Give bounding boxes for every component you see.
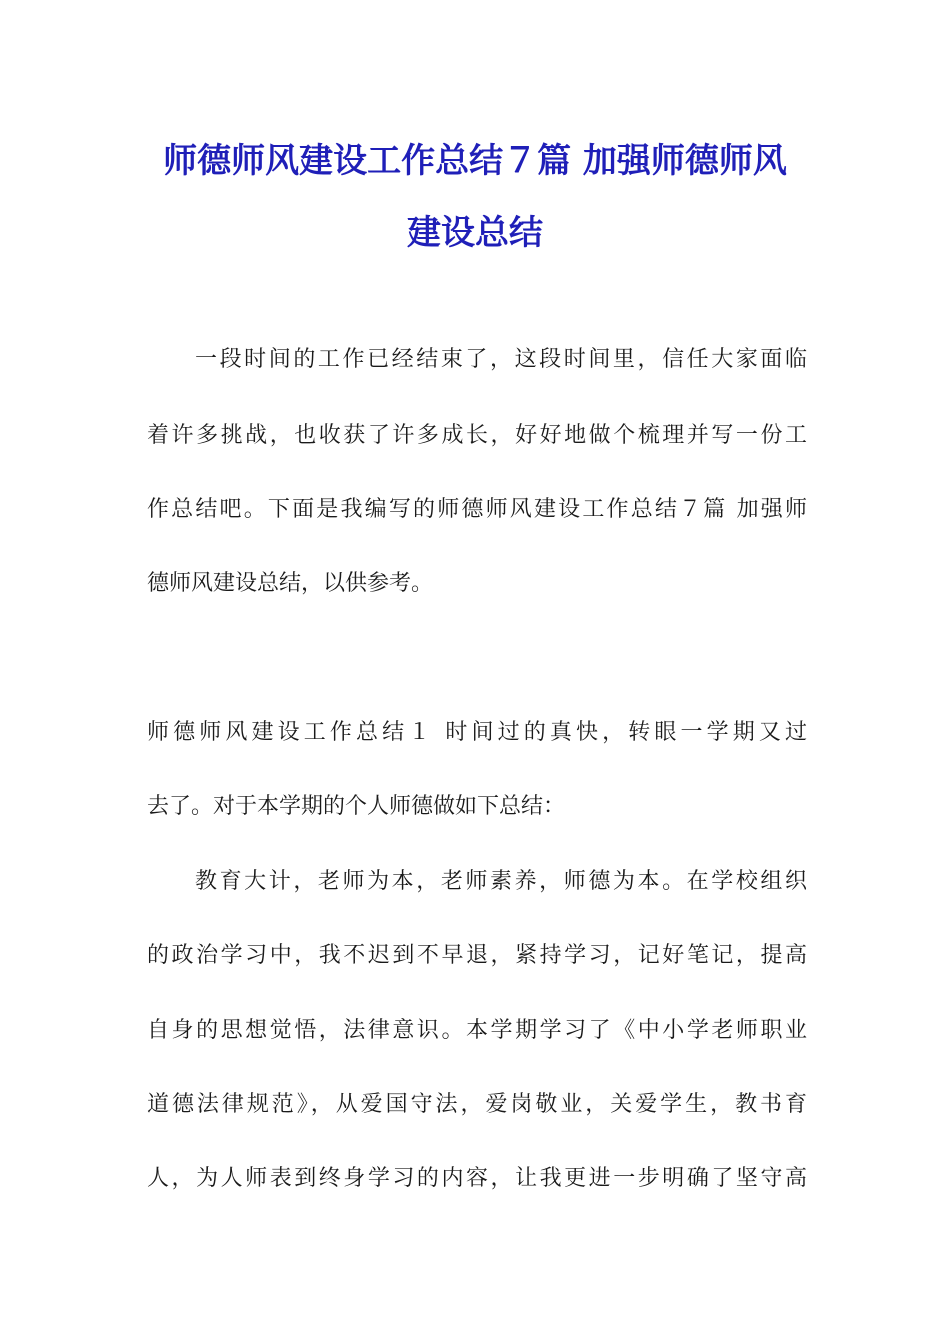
intro-line: 着许多挑战，也收获了许多成长，好好地做个梳理并写一份工 (147, 423, 807, 448)
intro-line: 作总结吧。下面是我编写的师德师风建设工作总结７篇 加强师 (147, 497, 807, 522)
paragraph-2-line: 教育大计，老师为本，老师素养，师德为本。在学校组织 (195, 869, 807, 894)
intro-line: 一段时间的工作已经结束了，这段时间里，信任大家面临 (195, 347, 807, 372)
paragraph-2-line: 人，为人师表到终身学习的内容，让我更进一步明确了坚守高 (147, 1166, 807, 1191)
document-title-line-1: 师德师风建设工作总结７篇 加强师德师风 (163, 141, 787, 181)
paragraph-2-line: 的政治学习中，我不迟到不早退，紧持学习，记好笔记，提高 (147, 943, 807, 968)
section-1-line: 去了。对于本学期的个人师德做如下总结： (147, 794, 566, 819)
paragraph-2-line: 道德法律规范》，从爱国守法，爱岗敬业，关爱学生，教书育 (147, 1092, 807, 1117)
intro-line: 德师风建设总结，以供参考。 (147, 571, 434, 596)
document-title-line-2: 建设总结 (407, 213, 543, 253)
section-1-line: 师德师风建设工作总结１ 时间过的真快，转眼一学期又过 (147, 720, 807, 745)
paragraph-2-line: 自身的思想觉悟，法律意识。本学期学习了《中小学老师职业 (147, 1018, 807, 1043)
